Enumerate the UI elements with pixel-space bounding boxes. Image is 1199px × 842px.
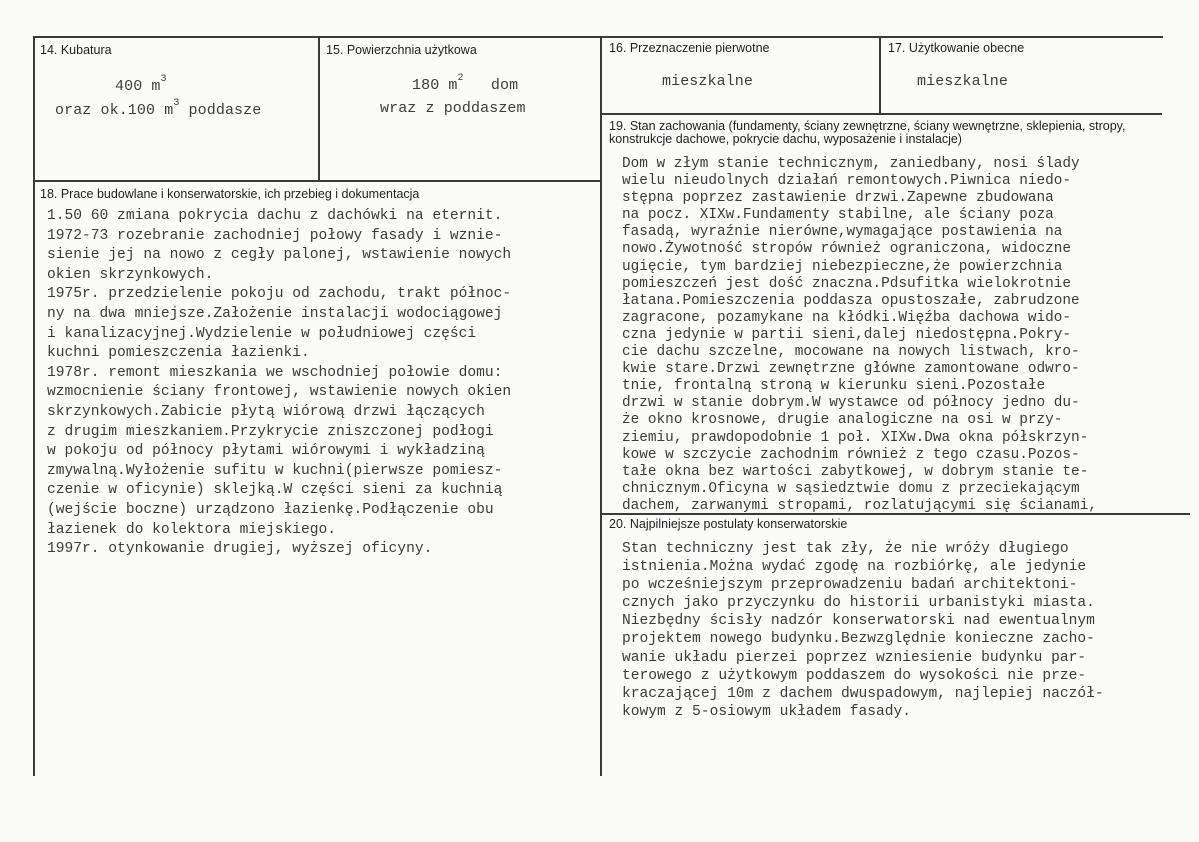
text-line: drzwi w stanie dobrym.W wystawce od północy jedno du- bbox=[622, 395, 1080, 412]
text-line: skrzynkowych.Zabicie płytą wiórową drzwi łączących bbox=[47, 403, 485, 420]
text-line: pomieszczeń jest dość znaczna.Pdsufitka wielokrotnie bbox=[622, 275, 1072, 292]
usable-area-number: 180 m bbox=[412, 77, 458, 94]
usable-area-exponent: 2 bbox=[457, 73, 464, 84]
text-line: ny na dwa mniejsze.Założenie instalacji wodociągowej bbox=[47, 305, 503, 322]
text-line: projektem nowego budynku.Bezwzględnie konieczne zacho- bbox=[622, 631, 1095, 648]
text-line: dachem, zarwanymi stropami, rozlatującymi się ścianami, bbox=[622, 497, 1097, 514]
original-purpose-heading: 16. Przeznaczenie pierwotne bbox=[609, 41, 770, 55]
text-line: chnicznym.Oficyna w sąsiedztwie domu z przeciekającym bbox=[622, 480, 1080, 497]
form-top-border bbox=[33, 36, 1163, 38]
text-line: 1997r. otynkowanie drugiej, wyższej oficyny. bbox=[47, 541, 433, 558]
text-line: w pokoju od północy płytami wiórowymi i wykładziną bbox=[47, 443, 485, 460]
text-line: kuchni pomieszczenia łazienki. bbox=[47, 345, 310, 362]
kubatura-main-exponent: 3 bbox=[160, 74, 167, 85]
text-line: 1978r. remont mieszkania we wschodniej połowie domu: bbox=[47, 364, 503, 381]
text-line: cie dachu szczelne, mocowane na nowych listwach, kro- bbox=[622, 344, 1080, 361]
text-line: tnie, frontalną stroną w kierunku sieni.Pozostałe bbox=[622, 378, 1046, 395]
text-line: z drugim mieszkaniem.Przykrycie zniszczonej podłogi bbox=[47, 423, 494, 440]
text-line: fasadą, wyraźnie nierówne,wymagające postawienia na bbox=[622, 224, 1063, 241]
text-line: okien skrzynkowych. bbox=[47, 266, 214, 283]
condition-text bbox=[622, 156, 1192, 515]
current-use-heading: 17. Użytkowanie obecne bbox=[888, 41, 1025, 55]
text-line: wanie układu pierzei poprzez wzniesienie budynku par- bbox=[622, 649, 1087, 666]
usable-area-label: dom bbox=[463, 77, 519, 94]
text-line: czna jedynie w partii sieni,dalej niedostępna.Pokry- bbox=[622, 326, 1072, 343]
center-divider bbox=[600, 36, 602, 776]
text-line: kowym z 5-osiowym układem fasady. bbox=[622, 703, 912, 720]
divider-row1-left bbox=[33, 180, 601, 182]
text-line: czenie w oficynie) sklejką.W części sieni za kuchnią bbox=[47, 482, 503, 499]
text-line: sienie jej na nowo z cegły palonej, wstawienie nowych bbox=[47, 247, 512, 264]
kubatura-value-attic bbox=[55, 98, 262, 119]
text-line: łatana.Pomieszczenia poddasza opustoszałe, zabrudzone bbox=[622, 292, 1080, 309]
divider-14-15 bbox=[318, 36, 320, 181]
text-line: kowe w szczycie zachodnim również z tego czasu.Pozos- bbox=[622, 446, 1080, 463]
postulates-text bbox=[622, 540, 1192, 721]
text-line: zmywalną.Wyłożenie sufitu w kuchni(pierwsze pomiesz- bbox=[47, 462, 503, 479]
text-line: na pocz. XIXw.Fundamenty stabilne, ale ściany poza bbox=[622, 207, 1054, 224]
kubatura-attic-exponent: 3 bbox=[173, 98, 180, 109]
usable-area-note: wraz z poddaszem bbox=[380, 100, 526, 117]
text-line: Niezbędny ścisły nadzór konserwatorski nad ewentualnym bbox=[622, 613, 1095, 630]
divider-row1-right bbox=[600, 113, 1162, 115]
form-left-border bbox=[33, 36, 35, 776]
text-line: wzmocnienie ściany frontowej, wstawienie nowych okien bbox=[47, 384, 512, 401]
kubatura-attic-prefix: oraz ok.100 m bbox=[55, 102, 174, 119]
text-line: Dom w złym stanie technicznym, zaniedbany, nosi ślady bbox=[622, 156, 1080, 172]
usable-area-heading: 15. Powierzchnia użytkowa bbox=[326, 43, 477, 57]
original-purpose-value: mieszkalne bbox=[662, 73, 754, 90]
text-line: łazienek do kolektora miejskiego. bbox=[47, 521, 337, 538]
text-line: po wcześniejszym przeprowadzeniu badań architektoni- bbox=[622, 577, 1078, 594]
kubatura-attic-suffix: poddasze bbox=[179, 102, 262, 119]
text-line: ziemiu, prawdopodobnie 1 poł. XIXw.Dwa okna półskrzyn- bbox=[622, 429, 1089, 446]
text-line: kraczającej 10m z dachem dwuspadowym, najlepiej naczół- bbox=[622, 685, 1104, 702]
text-line: wielu nieudolnych działań remontowych.Piwnica niedo- bbox=[622, 173, 1072, 190]
condition-heading: 19. Stan zachowania (fundamenty, ściany zewnętrzne, ściany wewnętrzne, sklepienia, stropy, konstrukcje dachowe, pokrycie dachu, wyposażenie i instalacje) bbox=[609, 119, 1126, 146]
kubatura-value-main bbox=[115, 74, 167, 95]
text-line: stępna poprzez zastawienie drzwi.Zapewne zbudowana bbox=[622, 190, 1054, 207]
kubatura-heading: 14. Kubatura bbox=[40, 43, 112, 57]
text-line: kwie stare.Drzwi zewnętrzne główne zamontowane odwro- bbox=[622, 361, 1080, 378]
text-line: 1.50 60 zmiana pokrycia dachu z dachówki na eternit. bbox=[47, 208, 503, 224]
construction-works-text bbox=[47, 207, 597, 560]
divider-16-17 bbox=[879, 36, 881, 114]
text-line: Stan techniczny jest tak zły, że nie wróży długiego bbox=[622, 541, 1069, 557]
usable-area-value bbox=[412, 73, 519, 94]
construction-works-heading: 18. Prace budowlane i konserwatorskie, ich przebieg i dokumentacja bbox=[40, 187, 420, 201]
text-line: 1972-73 rozebranie zachodniej połowy fasady i wznie- bbox=[47, 227, 503, 244]
text-line: 1975r. przedzielenie pokoju od zachodu, trakt północ- bbox=[47, 286, 512, 303]
text-line: terowego z użytkowym poddaszem do wysokości nie prze- bbox=[622, 667, 1087, 684]
text-line: tałe okna bez wartości zabytkowej, w dobrym stanie te- bbox=[622, 463, 1089, 480]
text-line: że okno krosnowe, drugie analogiczne na osi w przy- bbox=[622, 412, 1063, 429]
text-line: i kanalizacyjnej.Wydzielenie w południowej części bbox=[47, 325, 477, 342]
text-line: (wejście boczne) urządzono łazienkę.Podłączenie obu bbox=[47, 501, 494, 518]
text-line: nowo.Żywotność stropów również ograniczona, widoczne bbox=[622, 241, 1072, 258]
postulates-heading: 20. Najpilniejsze postulaty konserwatorskie bbox=[609, 517, 848, 531]
current-use-value: mieszkalne bbox=[917, 73, 1009, 90]
text-line: istnienia.Można wydać zgodę na rozbiórkę, ale jedynie bbox=[622, 559, 1087, 576]
kubatura-main-text: 400 m bbox=[115, 78, 161, 95]
text-line: cznych jako przyczynku do historii urbanistyki miasta. bbox=[622, 595, 1095, 612]
text-line: ugięcie, tym bardziej niebezpieczne,że powierzchnia bbox=[622, 258, 1063, 275]
text-line: zagracone, pozamykane na kłódki.Więźba dachowa wido- bbox=[622, 309, 1072, 326]
